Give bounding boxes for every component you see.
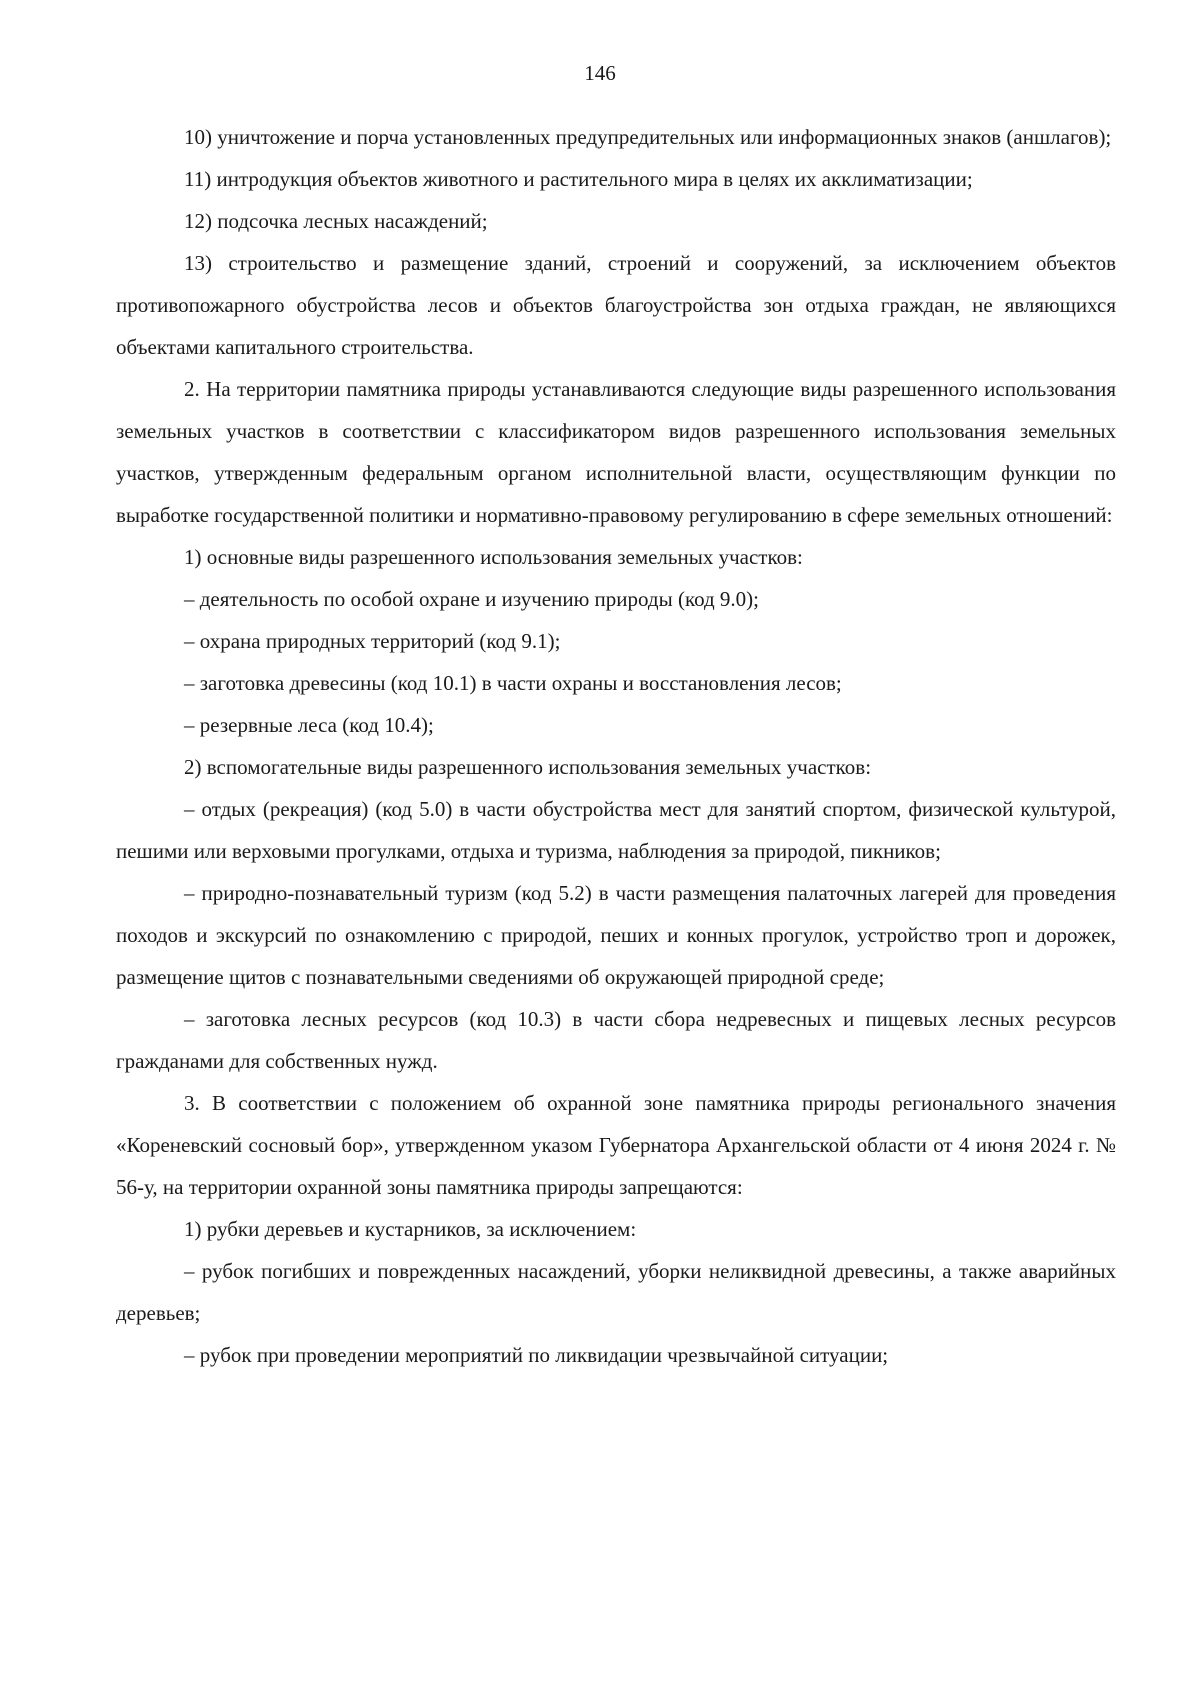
document-body bbox=[116, 116, 1116, 1376]
list-item: – заготовка древесины (код 10.1) в части охраны и восстановления лесов; bbox=[184, 671, 842, 695]
list-item: – охрана природных территорий (код 9.1); bbox=[184, 629, 561, 653]
paragraph: 11) интродукция объектов животного и растительного мира в целях их акклиматизации; bbox=[184, 167, 973, 191]
list-item: – заготовка лесных ресурсов (код 10.3) в части сбора недревесных и пищевых лесных ресурсов гражданами для собственных нужд. bbox=[116, 1007, 1116, 1073]
list-item: – резервные леса (код 10.4); bbox=[184, 713, 434, 737]
list-item: – рубок при проведении мероприятий по ликвидации чрезвычайной ситуации; bbox=[184, 1343, 889, 1367]
paragraph: 1) основные виды разрешенного использования земельных участков: bbox=[184, 545, 803, 569]
list-item: – деятельность по особой охране и изучению природы (код 9.0); bbox=[184, 587, 759, 611]
list-item: – отдых (рекреация) (код 5.0) в части обустройства мест для занятий спортом, физической культурой, пешими или верховыми прогулками, отдыха и туризма, наблюдения за природой, пикников; bbox=[116, 797, 1116, 863]
paragraph: 2) вспомогательные виды разрешенного использования земельных участков: bbox=[184, 755, 872, 779]
paragraph: 3. В соответствии с положением об охранной зоне памятника природы регионального значения «Кореневский сосновый бор», утвержденном указом Губернатора Архангельской области от 4 июня 2024 г. № 56-у, на территории охранной зоны памятника природы запрещаются: bbox=[116, 1091, 1116, 1199]
paragraph: 12) подсочка лесных насаждений; bbox=[184, 209, 488, 233]
list-item: – природно-познавательный туризм (код 5.2) в части размещения палаточных лагерей для проведения походов и экскурсий по ознакомлению с природой, пеших и конных прогулок, устройство троп и дорожек, размещение щитов с познавательными сведениями об окружающей природной среде; bbox=[116, 881, 1116, 989]
paragraph: 1) рубки деревьев и кустарников, за исключением: bbox=[184, 1217, 637, 1241]
page-number: 146 bbox=[584, 61, 616, 85]
paragraph: 2. На территории памятника природы устанавливаются следующие виды разрешенного использования земельных участков в соответствии с классификатором видов разрешенного использования земельных участков, утвержденным федеральным органом исполнительной власти, осуществляющим функции по выработке государственной политики и нормативно-правовому регулированию в сфере земельных отношений: bbox=[116, 377, 1116, 527]
list-item: – рубок погибших и поврежденных насаждений, уборки неликвидной древесины, а также аварийных деревьев; bbox=[116, 1259, 1116, 1325]
paragraph: 10) уничтожение и порча установленных предупредительных или информационных знаков (аншлагов); bbox=[184, 125, 1112, 149]
paragraph: 13) строительство и размещение зданий, строений и сооружений, за исключением объектов противопожарного обустройства лесов и объектов благоустройства зон отдыха граждан, не являющихся объектами капитального строительства. bbox=[116, 251, 1116, 359]
